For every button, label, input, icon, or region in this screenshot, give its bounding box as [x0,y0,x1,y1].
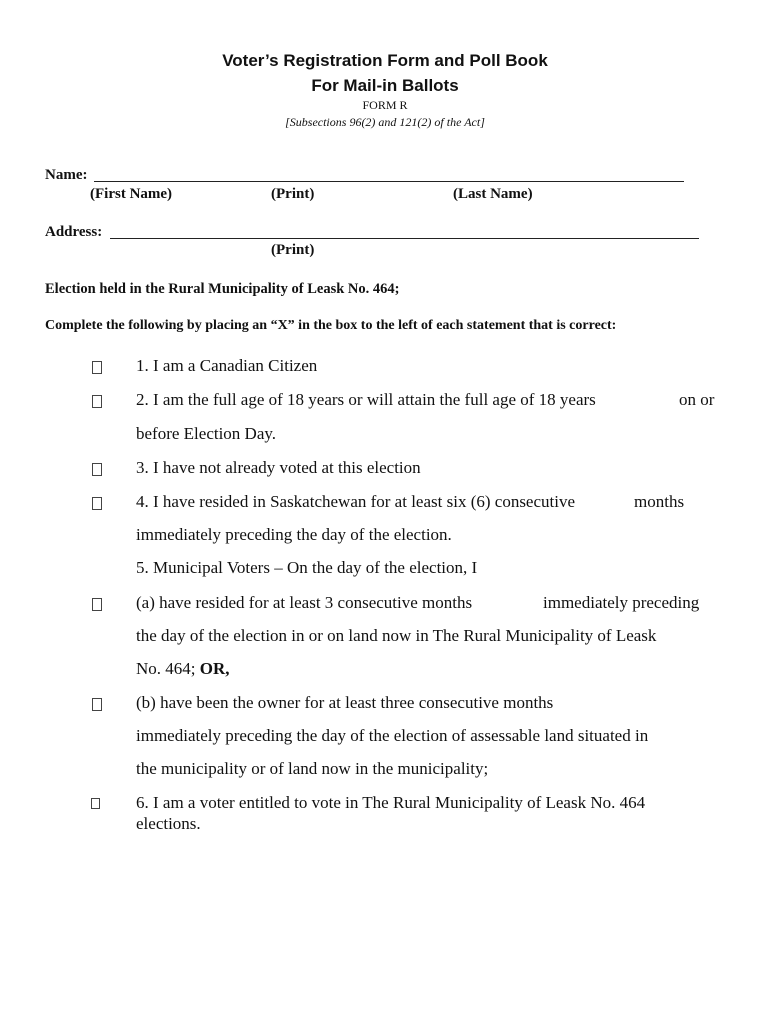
address-input-line[interactable] [110,238,699,239]
statement-residency-line1: 4. I have resided in Saskatchewan for at least six (6) consecutive [136,492,576,511]
statement-5a-line2: the day of the election in or on land now in The Rural Municipality of Leask [136,626,657,645]
statement-5a-tail: immediately preceding [543,593,700,612]
last-name-hint: (Last Name) [453,186,533,202]
statement-5b-line1: (b) have been the owner for at least three consecutive months [136,693,554,712]
statement-residency-tail: months [634,492,685,511]
subsection-reference: [Subsections 96(2) and 121(2) of the Act] [285,115,485,129]
statement-entitled-line2: elections. [136,814,201,833]
checkbox-residency[interactable] [92,497,102,510]
statement-municipal-voters: 5. Municipal Voters – On the day of the election, I [136,558,478,577]
address-print-hint: (Print) [271,242,315,258]
statement-not-voted: 3. I have not already voted at this election [136,458,421,477]
statement-entitled-line1: 6. I am a voter entitled to vote in The Rural Municipality of Leask No. 464 [136,793,646,812]
name-input-line[interactable] [94,181,684,182]
statement-5b-line2: immediately preceding the day of the election of assessable land situated in [136,726,649,745]
instruction-text: Complete the following by placing an “X” in the box to the left of each statement that is correct: [45,318,617,333]
checkbox-age[interactable] [92,395,102,408]
checkbox-citizen[interactable] [92,361,102,374]
statement-residency-line2: immediately preceding the day of the election. [136,525,452,544]
name-label: Name: [45,167,88,183]
form-subtitle: For Mail-in Ballots [311,76,459,95]
statement-age-tail: on or [679,390,715,409]
statement-age-line1: 2. I am the full age of 18 years or will attain the full age of 18 years [136,390,596,409]
first-name-hint: (First Name) [90,186,173,202]
checkbox-resided-3-months[interactable] [92,598,102,611]
address-label: Address: [45,224,103,240]
statement-5b-line3: the municipality or of land now in the municipality; [136,759,489,778]
checkbox-not-voted[interactable] [92,463,102,476]
election-line: Election held in the Rural Municipality of Leask No. 464; [45,281,400,297]
print-hint: (Print) [271,186,315,202]
statement-5a-line1: (a) have resided for at least 3 consecutive months [136,593,473,612]
form-label: FORM R [362,98,408,112]
form-title: Voter’s Registration Form and Poll Book [222,51,548,70]
statement-age-line2: before Election Day. [136,424,277,443]
statement-5a-or: OR, [199,659,230,678]
checkbox-owner-3-months[interactable] [92,698,102,711]
statement-citizen: 1. I am a Canadian Citizen [136,356,318,375]
statement-5a-line3 [136,659,230,679]
statement-5a-number: No. 464; [136,659,196,678]
checkbox-entitled-voter[interactable] [91,798,100,809]
